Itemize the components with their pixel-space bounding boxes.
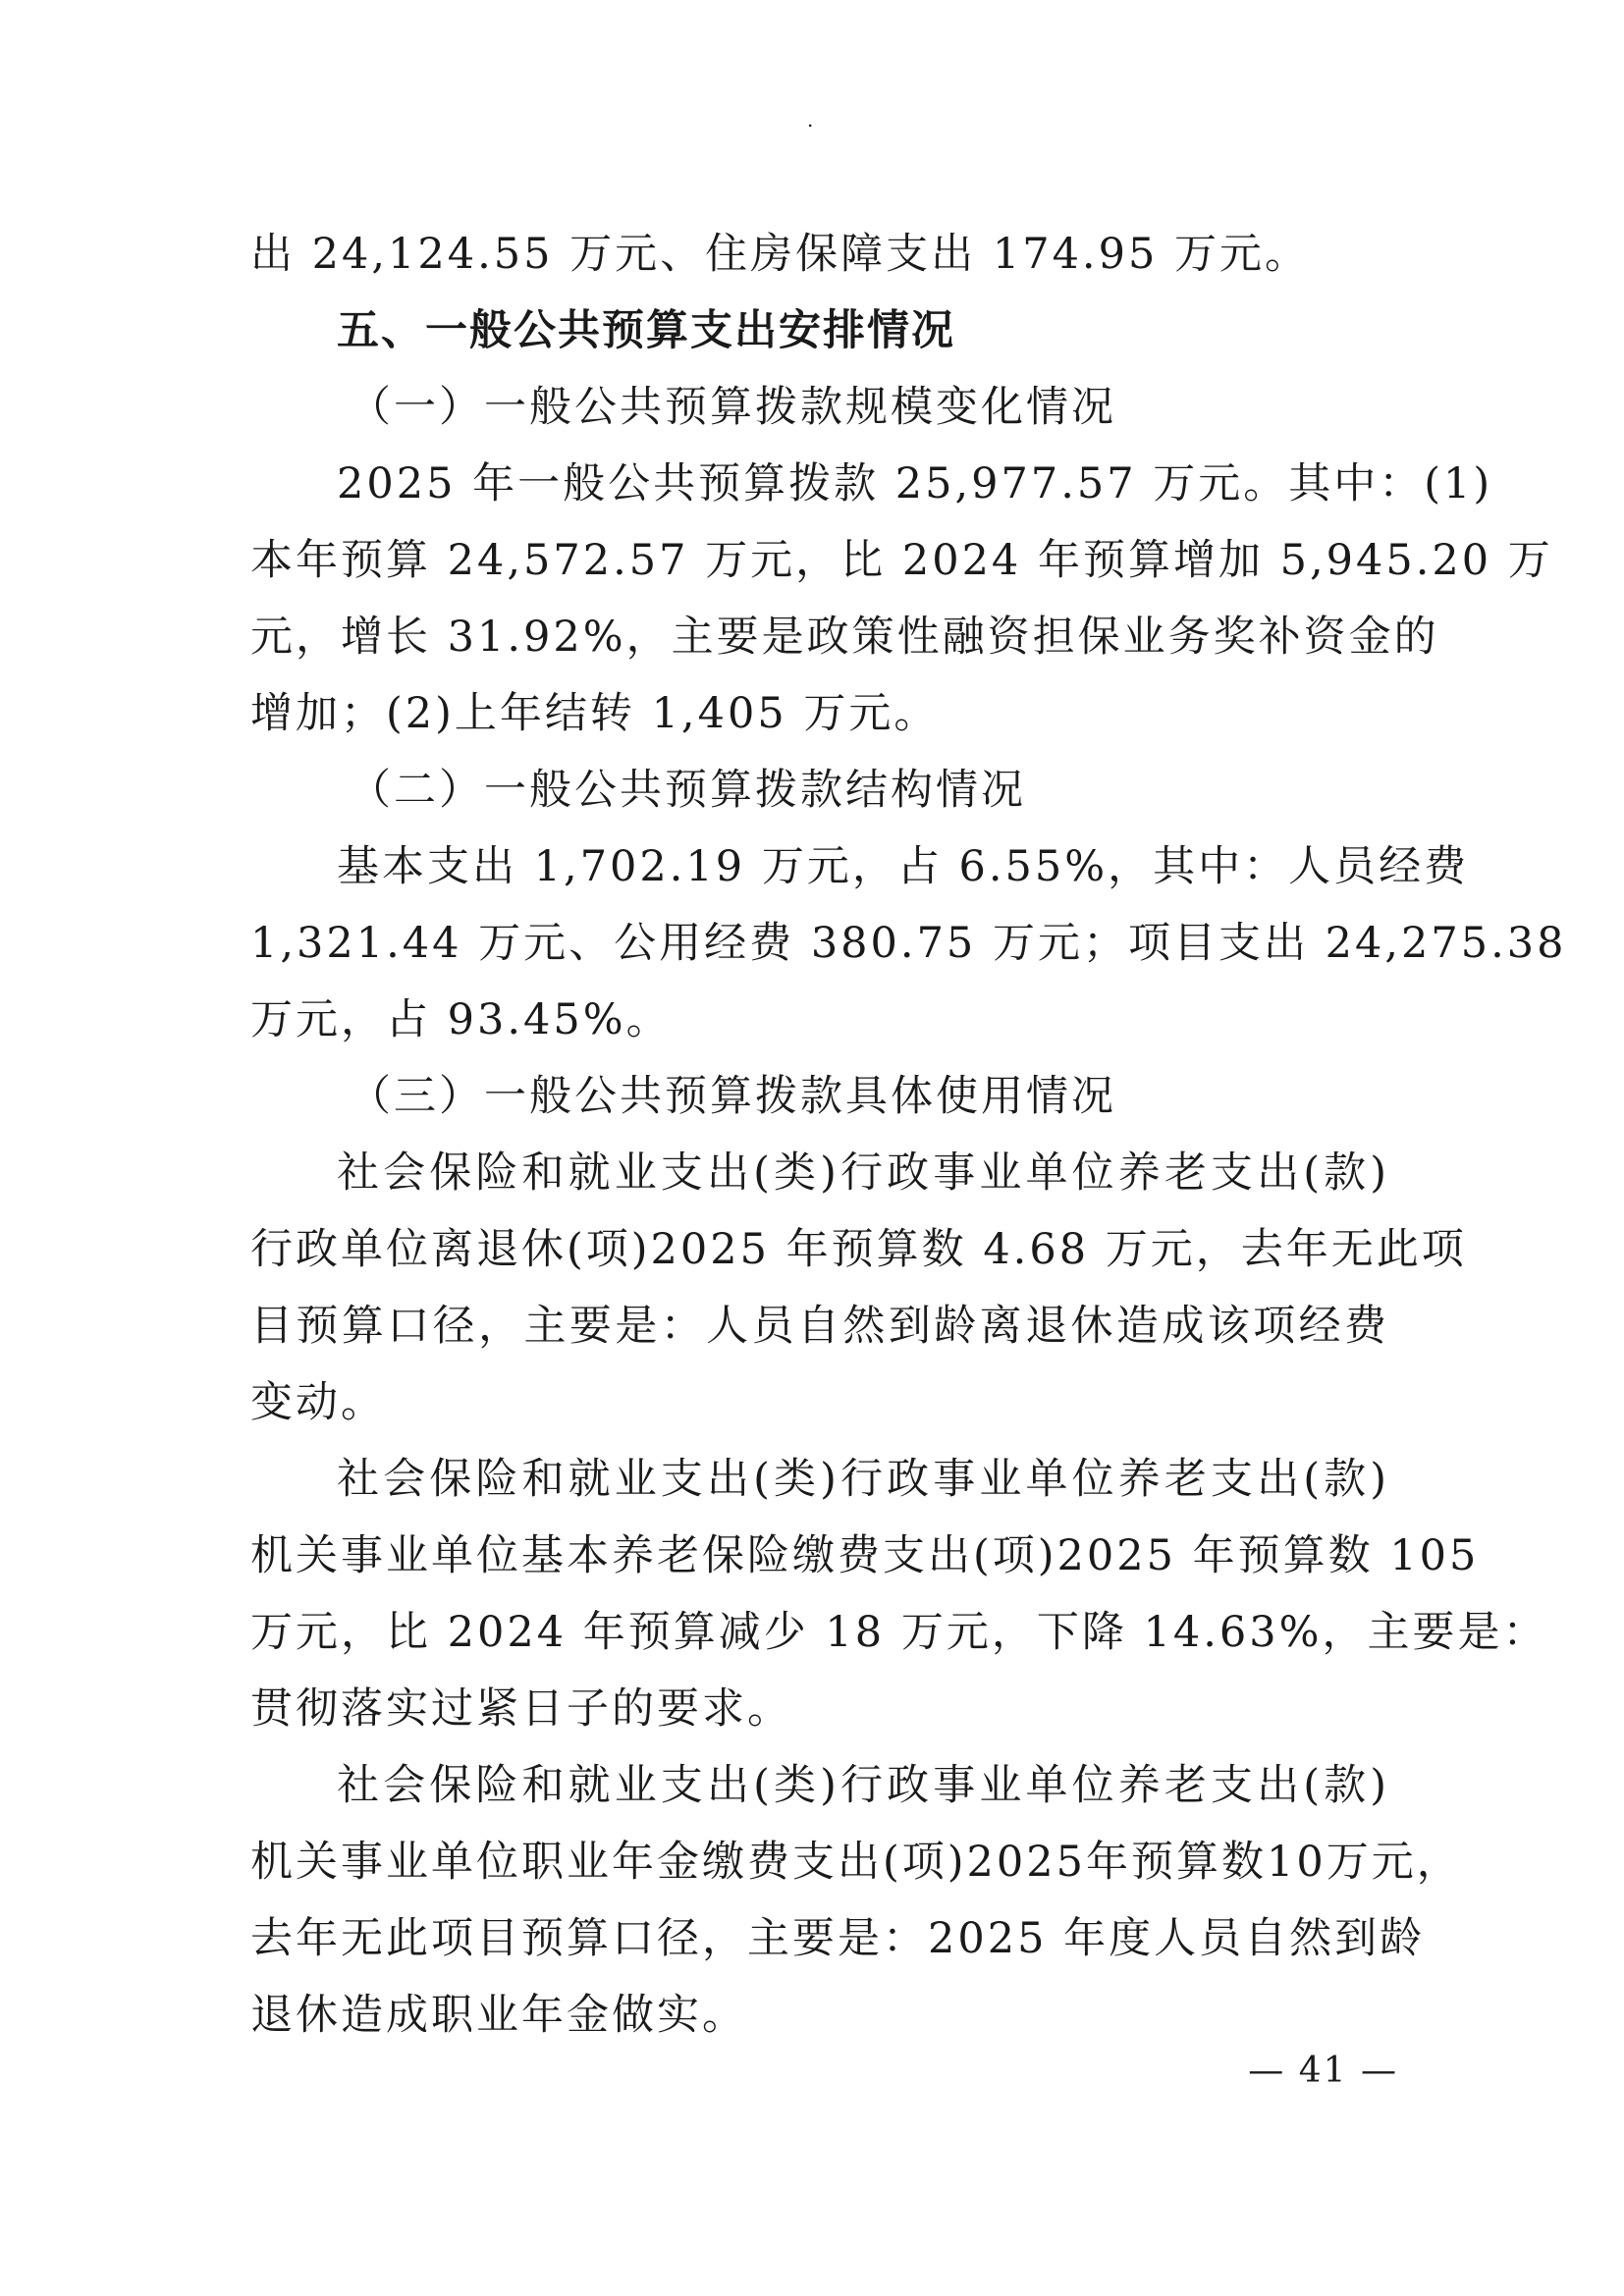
text-line: 贯彻落实过紧日子的要求。 xyxy=(250,1684,792,1734)
text-line: 增加；(2)上年结转 1,405 万元。 xyxy=(250,689,940,738)
text-line: 社会保险和就业支出(类)行政事业单位养老支出(款) xyxy=(337,1148,1389,1198)
text-line: 行政单位离退休(项)2025 年预算数 4.68 万元，去年无此项 xyxy=(250,1225,1467,1274)
subsection-heading: （三）一般公共预算拨款具体使用情况 xyxy=(349,1072,1116,1121)
text-line: 万元，占 93.45%。 xyxy=(250,995,672,1044)
text-line: 元，增长 31.92%，主要是政策性融资担保业务奖补资金的 xyxy=(250,613,1439,662)
text-line: 2025 年一般公共预算拨款 25,977.57 万元。其中：(1) xyxy=(337,459,1493,508)
text-line: 变动。 xyxy=(250,1378,386,1427)
text-line: 本年预算 24,572.57 万元，比 2024 年预算增加 5,945.20 万 xyxy=(250,536,1553,585)
text-line: 出 24,124.55 万元、住房保障支出 174.95 万元。 xyxy=(250,230,1310,279)
section-heading: 五、一般公共预算支出安排情况 xyxy=(337,306,955,355)
text-line: 基本支出 1,702.19 万元，占 6.55%，其中：人员经费 xyxy=(337,842,1470,891)
page-number: — 41 — xyxy=(1248,2051,1398,2091)
header-dot: . xyxy=(807,108,814,132)
text-line: 机关事业单位基本养老保险缴费支出(项)2025 年预算数 105 xyxy=(250,1531,1480,1580)
text-line: 社会保险和就业支出(类)行政事业单位养老支出(款) xyxy=(337,1761,1389,1810)
text-line: 1,321.44 万元、公用经费 380.75 万元；项目支出 24,275.38 xyxy=(250,919,1567,968)
text-line: 去年无此项目预算口径，主要是：2025 年度人员自然到龄 xyxy=(250,1914,1426,1963)
body-text xyxy=(250,216,1567,2054)
text-line: 机关事业单位职业年金缴费支出(项)2025年预算数10万元， xyxy=(250,1838,1462,1887)
text-line: 社会保险和就业支出(类)行政事业单位养老支出(款) xyxy=(337,1455,1389,1504)
text-line: 目预算口径，主要是：人员自然到龄离退休造成该项经费 xyxy=(250,1302,1389,1351)
text-line: 万元，比 2024 年预算减少 18 万元，下降 14.63%，主要是： xyxy=(250,1608,1548,1657)
subsection-heading: （一）一般公共预算拨款规模变化情况 xyxy=(349,383,1116,432)
subsection-heading: （二）一般公共预算拨款结构情况 xyxy=(349,766,1026,815)
text-line: 退休造成职业年金做实。 xyxy=(250,1991,747,2040)
